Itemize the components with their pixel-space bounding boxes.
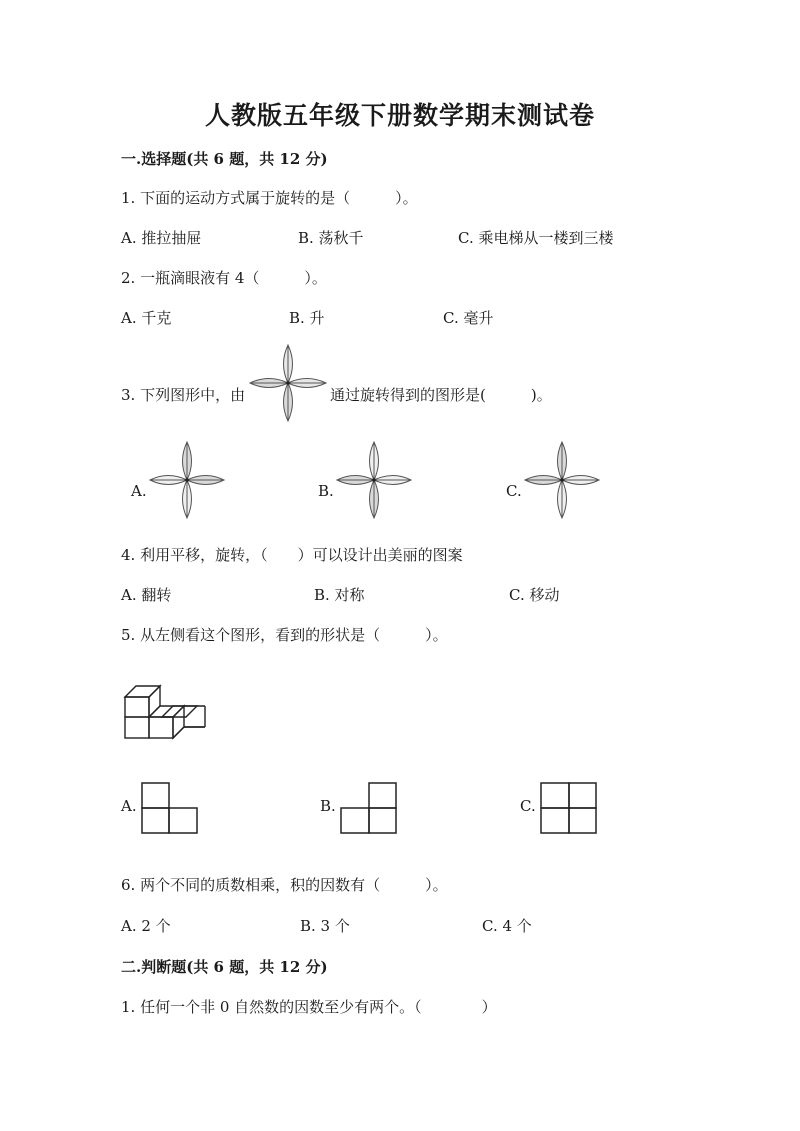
cube-stack-figure	[124, 680, 208, 740]
question-6-text: 6. 两个不同的质数相乘，积的因数有（ ）。	[121, 876, 448, 894]
question-1-option-b: B. 荡秋千	[298, 229, 364, 247]
question-4-option-c: C. 移动	[509, 586, 560, 604]
section-heading-choice: 一.选择题(共 6 题，共 12 分)	[121, 150, 328, 168]
question-5-option-a: A.	[121, 797, 137, 815]
question-3-option-b: B.	[318, 482, 334, 500]
question-3-option-c: C.	[506, 482, 522, 500]
flower-figure-option-c	[524, 441, 600, 519]
question-5-option-b: B.	[320, 797, 336, 815]
question-6-option-c: C. 4 个	[482, 917, 532, 935]
flower-figure-option-a	[149, 441, 225, 519]
flower-figure-option-b	[336, 441, 412, 519]
question-5-text: 5. 从左侧看这个图形，看到的形状是（ ）。	[121, 626, 448, 644]
judgement-question-1-text: 1. 任何一个非 0 自然数的因数至少有两个。（ ）	[121, 998, 497, 1016]
question-4-option-b: B. 对称	[314, 586, 365, 604]
question-2-text: 2. 一瓶滴眼液有 4（ ）。	[121, 269, 327, 287]
question-2-option-b: B. 升	[289, 309, 325, 327]
question-1-text: 1. 下面的运动方式属于旋转的是（ ）。	[121, 189, 418, 207]
question-6-option-b: B. 3 个	[300, 917, 350, 935]
question-4-text: 4. 利用平移，旋转，（ ）可以设计出美丽的图案	[121, 546, 463, 564]
question-3-text-before: 3. 下列图形中，由	[121, 386, 246, 404]
view-shape-option-c	[540, 782, 598, 834]
page-title: 人教版五年级下册数学期末测试卷	[204, 101, 595, 130]
flower-figure-original	[249, 344, 327, 422]
question-3-option-a: A.	[131, 482, 147, 500]
view-shape-option-a	[141, 782, 199, 834]
question-1-option-a: A. 推拉抽屉	[121, 229, 202, 247]
view-shape-option-b	[340, 782, 398, 834]
question-5-option-c: C.	[520, 797, 536, 815]
question-3-text-after: 通过旋转得到的图形是( )。	[330, 386, 552, 404]
question-1-option-c: C. 乘电梯从一楼到三楼	[458, 229, 614, 247]
section-heading-judgement: 二.判断题(共 6 题，共 12 分)	[121, 958, 328, 976]
question-2-option-a: A. 千克	[121, 309, 172, 327]
question-2-option-c: C. 毫升	[443, 309, 494, 327]
question-4-option-a: A. 翻转	[121, 586, 172, 604]
question-6-option-a: A. 2 个	[121, 917, 171, 935]
